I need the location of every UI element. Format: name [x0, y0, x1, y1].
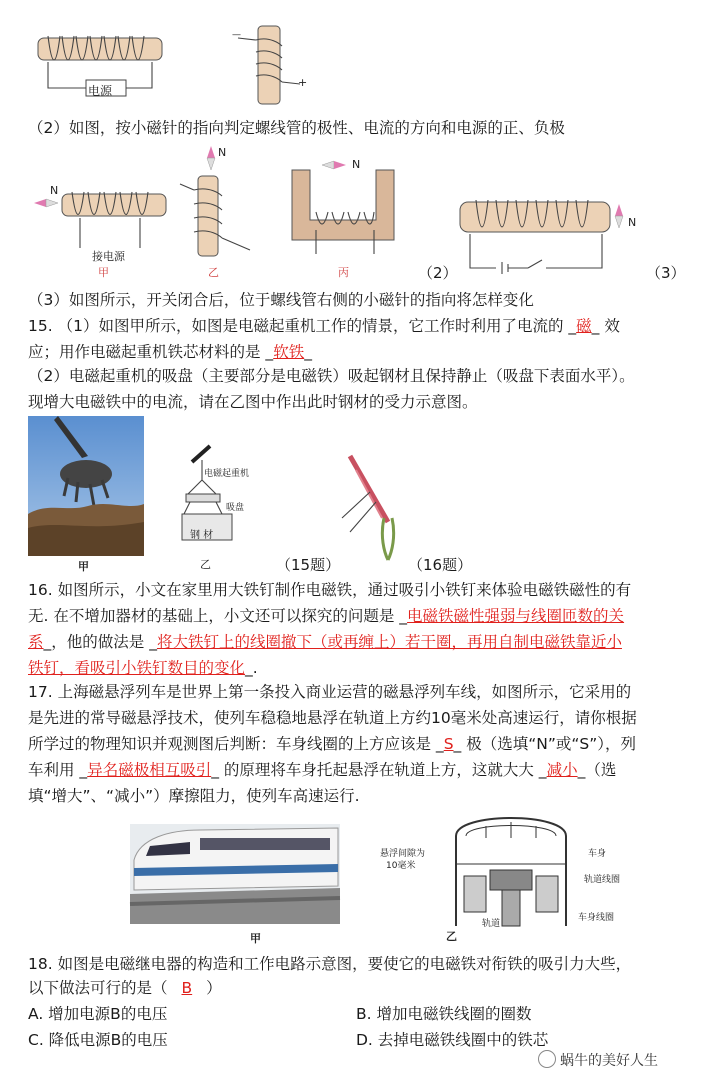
q16-answer-1: 电磁铁磁性强弱与线圈匝数的关: [407, 607, 625, 625]
q17-line5: 填“增大”、“减小”）摩擦阻力，使列车高速运行.: [28, 787, 360, 805]
q18-line1: 18. 如图是电磁继电器的构造和工作电路示意图，要使它的电磁铁对衔铁的吸引力大些，: [28, 955, 632, 973]
q16-line3: 系_，他的做法是 _将大铁钉上的线圈撤下（或再缠上）若干圈，再用自制电磁铁靠近小: [28, 633, 622, 651]
q17-line2: 是先进的常导磁悬浮技术，使列车稳稳地悬浮在轨道上方约10毫米处高速运行，请你根据: [28, 709, 637, 727]
q15-line4: 现增大电磁铁中的电流，请在乙图中作出此时钢材的受力示意图。: [28, 393, 478, 411]
q14-2-text: （2）如图，按小磁针的指向判定螺线管的极性、电流的方向和电源的正、负极: [28, 119, 565, 137]
needle-icon: [34, 198, 58, 208]
q16-line2: 无. 在不增加器材的基础上，小文还可以探究的问题是 _电磁铁磁性强弱与线圈匝数的关: [28, 607, 625, 625]
needle-icon-3: [614, 204, 624, 228]
body-label: 车身: [588, 849, 607, 859]
power-conn-label: 接电源: [92, 250, 125, 263]
crane-label: 电磁起重机: [204, 469, 250, 479]
fig-vertical-solenoid: [230, 26, 310, 106]
q14-3-text: （3）如图所示，开关闭合后，位于螺线管右侧的小磁针的指向将怎样变化: [28, 291, 534, 309]
q17-line4: 车利用 _异名磁极相互吸引_ 的原理将车身托起悬浮在轨道上方，这就大大 _减小_（选: [28, 761, 617, 779]
needle-icon-yi: [206, 146, 216, 170]
q17-answer-2: 异名磁极相互吸引: [87, 761, 212, 779]
q17-answer-3: 减小: [546, 761, 578, 779]
fig-jia-solenoid: [58, 186, 178, 256]
n-label-yi: N: [218, 146, 227, 159]
needle-icon-bing: [322, 160, 346, 170]
q17-answer-1: S: [443, 735, 454, 753]
n-label-jia: N: [50, 184, 59, 197]
maglev-cross-section: [436, 806, 586, 936]
q18-option-b: B. 增加电磁铁线圈的圈数: [356, 1005, 532, 1023]
cap-yi-mid: 乙: [208, 266, 219, 279]
q15-answer-2: 软铁: [273, 343, 305, 361]
track-coil-label: 轨道线圈: [584, 875, 621, 885]
q15-line2: 应；用作电磁起重机铁芯材料的是 _软铁_: [28, 343, 312, 361]
cap-bing: 丙: [338, 266, 349, 279]
cap-jia-17: 甲: [250, 932, 261, 945]
cap-jia-15: 甲: [78, 560, 89, 573]
q16-answer-2: 将大铁钉上的线圈撤下（或再缠上）若干圈，再用自制电磁铁靠近小: [156, 633, 622, 651]
q18-option-a: A. 增加电源B的电压: [28, 1005, 168, 1023]
fig-bing-u-magnet: [290, 170, 400, 260]
power-label: 电源: [88, 84, 113, 98]
cap-yi-15: 乙: [200, 558, 211, 571]
steel-label: 钢 材: [190, 530, 214, 541]
q16-line1: 16. 如图所示，小文在家里用大铁钉制作电磁铁，通过吸引小铁钉来体验电磁铁磁性的有: [28, 581, 632, 599]
fig-yi-solenoid: [176, 170, 256, 260]
watermark-icon: [538, 1050, 556, 1068]
q16-line4: 铁钉，看吸引小铁钉数目的变化_.: [28, 659, 258, 677]
q18-option-c: C. 降低电源B的电压: [28, 1031, 168, 1049]
q17-line1: 17. 上海磁悬浮列车是世界上第一条投入商业运营的磁悬浮列车线，如图所示，它采用的: [28, 683, 632, 701]
fig-3-solenoid-circuit: [456, 196, 616, 272]
n-label-bing: N: [352, 158, 361, 171]
maglev-photo: [130, 824, 340, 924]
track-label: 轨道: [482, 919, 501, 929]
body-coil-label: 车身线圈: [578, 913, 615, 923]
q18-option-d: D. 去掉电磁铁线圈中的铁芯: [356, 1031, 549, 1049]
num-15: （15题）: [276, 556, 341, 574]
q17-line3: 所学过的物理知识并观测图后判断：车身线圈的上方应该是 _S_ 极（选填“N”或“S”），列: [28, 735, 637, 753]
q15-line1: 15. （1）如图甲所示，如图是电磁起重机工作的情景，它工作时利用了电流的 _磁_ 效: [28, 317, 620, 335]
n-label-3: N: [628, 216, 637, 229]
chuck-label: 吸盘: [226, 503, 245, 513]
watermark: 蜗牛的美好人生: [538, 1050, 658, 1070]
minus-sign: —: [232, 30, 241, 40]
fig-16-nail: [336, 456, 416, 566]
q15-answer-1: 磁: [576, 317, 592, 335]
num-2: （2）: [418, 264, 458, 282]
plus-sign: +: [298, 76, 308, 89]
q15-line3: （2）电磁起重机的吸盘（主要部分是电磁铁）吸起钢材且保持静止（吸盘下表面水平）。: [28, 367, 635, 385]
q18-line2: 以下做法可行的是（ B ）: [28, 979, 222, 997]
q18-answer: B: [181, 979, 193, 997]
crane-photo: [28, 416, 144, 556]
cap-yi-17: 乙: [446, 930, 457, 943]
num-3: （3）: [646, 264, 686, 282]
gap-label-2: 10毫米: [386, 861, 416, 871]
cap-jia-mid: 甲: [98, 266, 109, 279]
num-16: （16题）: [408, 556, 473, 574]
gap-label-1: 悬浮间隙为: [380, 849, 426, 859]
